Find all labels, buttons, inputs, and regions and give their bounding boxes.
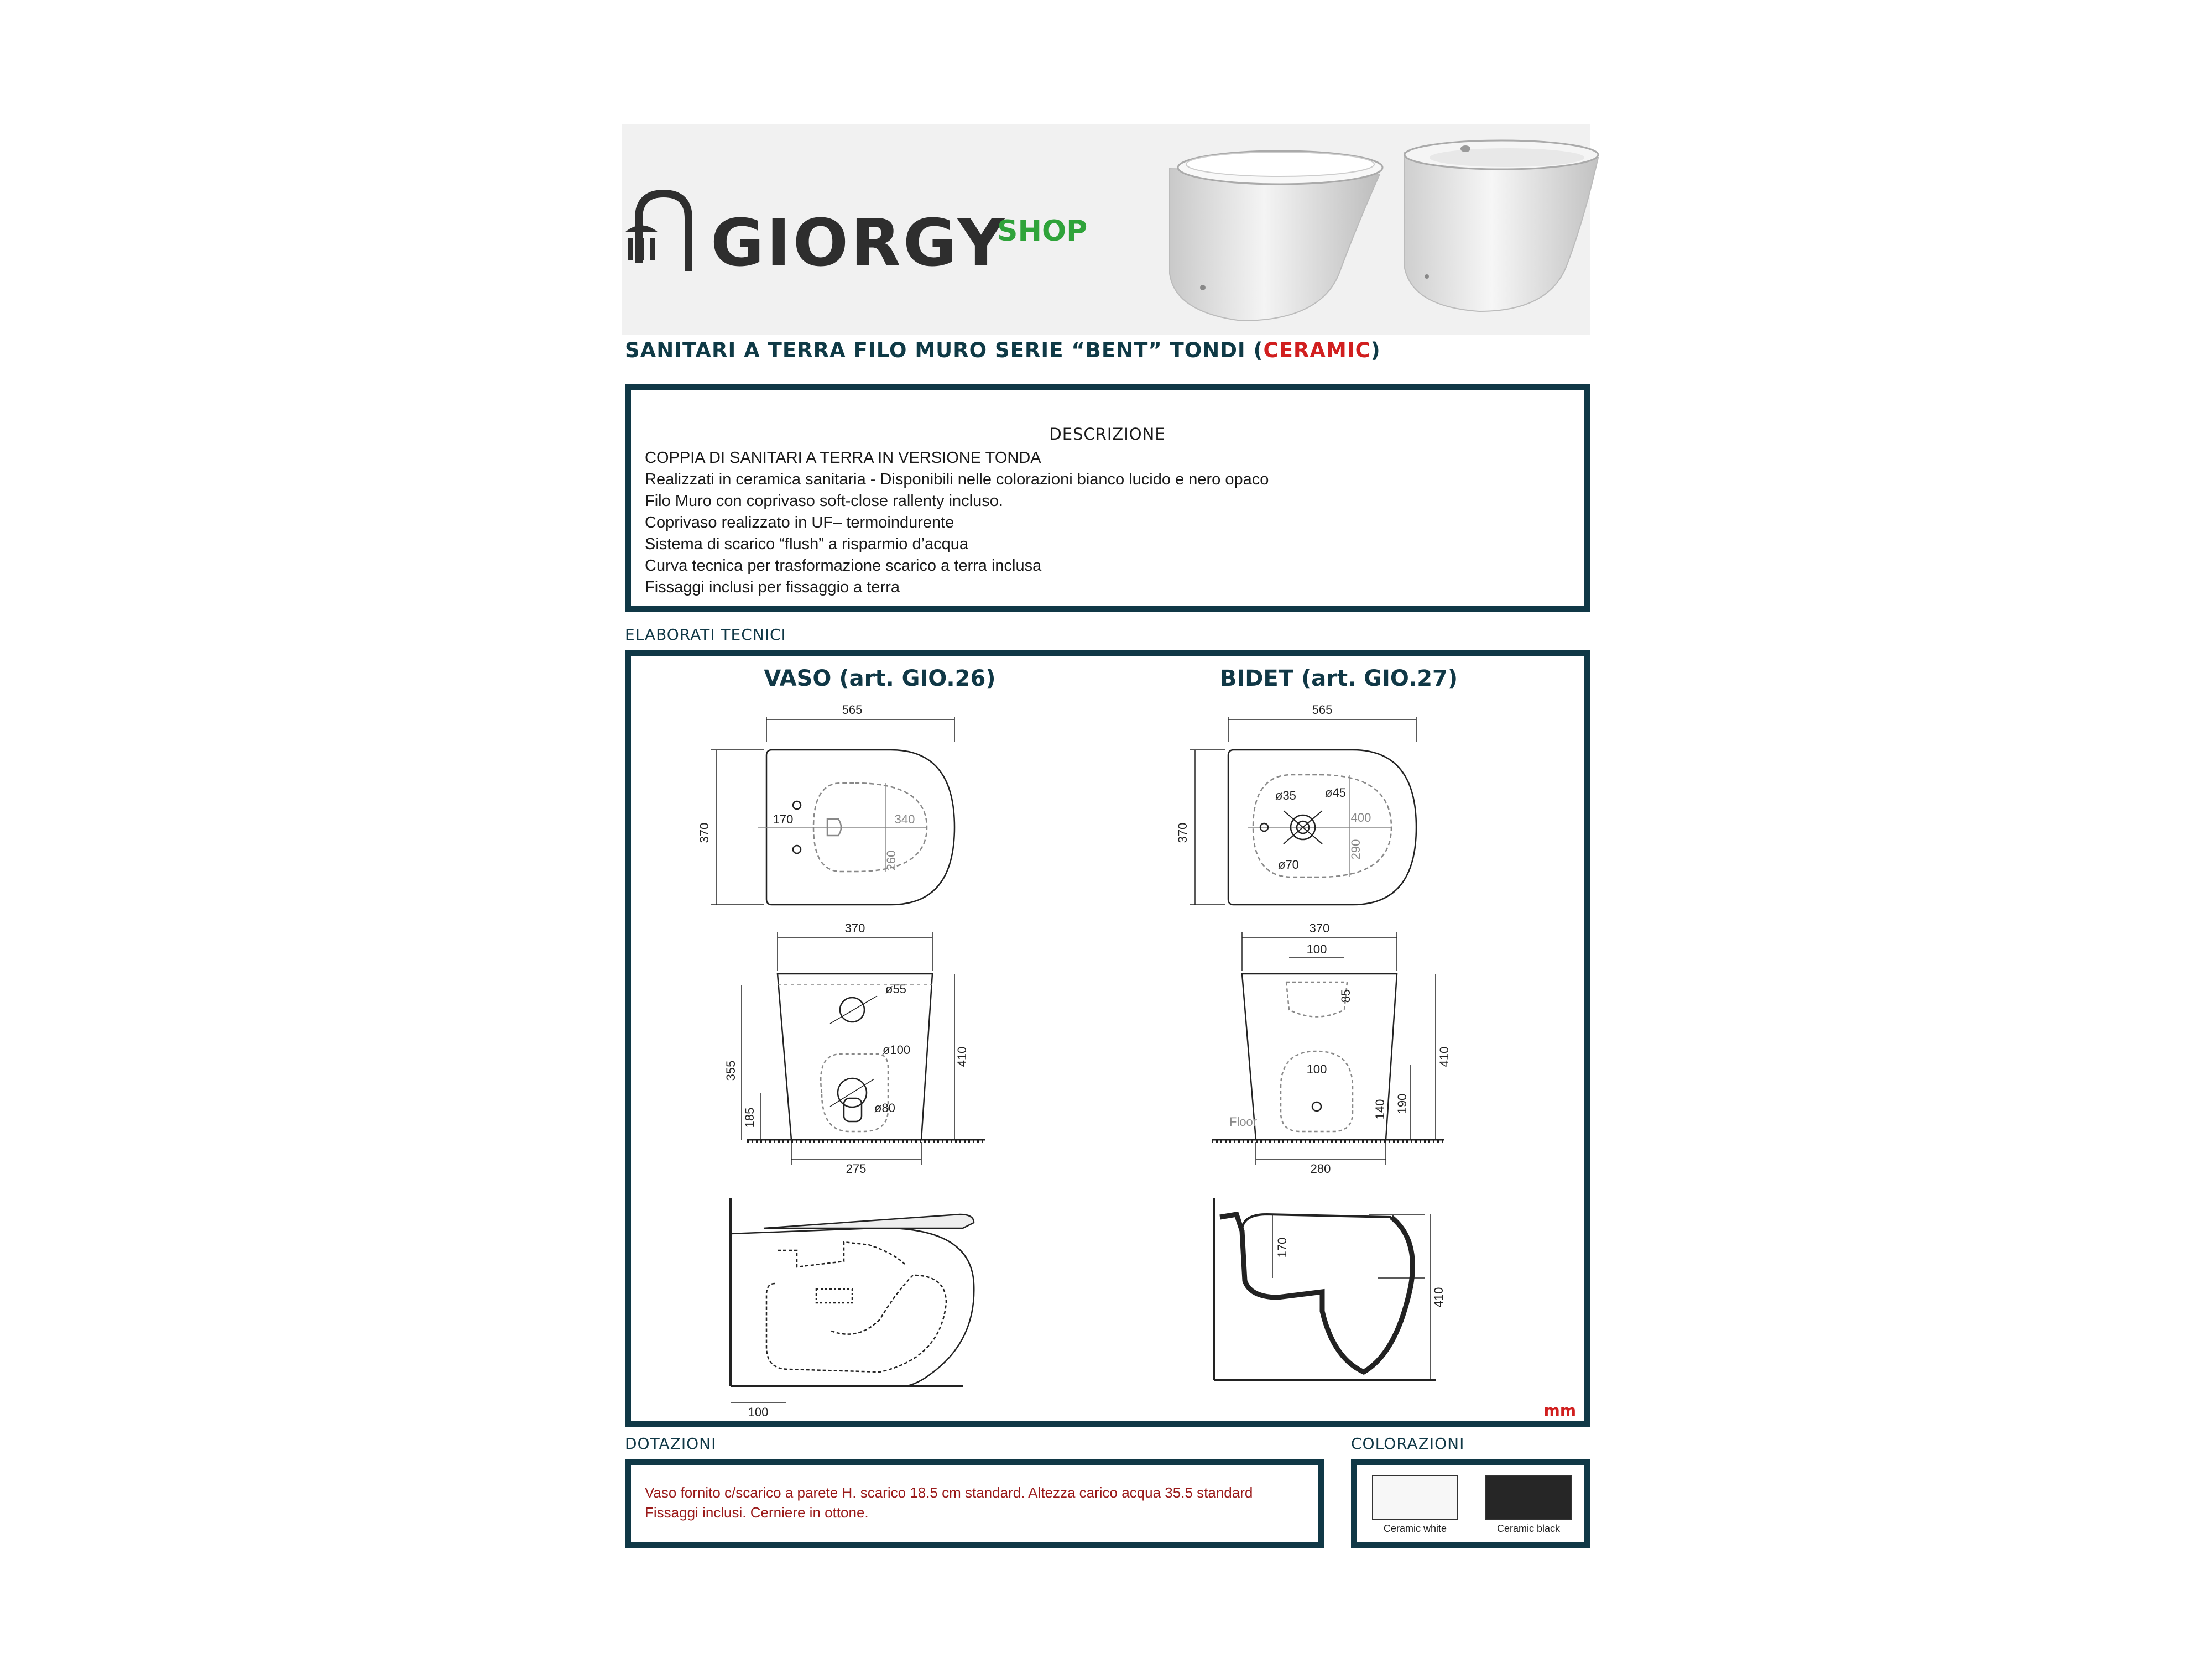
bidet-dim-base-width: 280 xyxy=(1310,1162,1331,1176)
brand-name: GIORGY xyxy=(711,205,1007,281)
vaso-dim-base-width: 275 xyxy=(846,1162,867,1176)
vaso-dim-top-width: 565 xyxy=(842,703,863,717)
equipment-line: Fissaggi inclusi. Cerniere in ottone. xyxy=(645,1504,869,1521)
colors-box xyxy=(1351,1459,1590,1548)
vaso-dim-hole-outlet: ø80 xyxy=(874,1101,895,1115)
vaso-dim-bowl-width: 260 xyxy=(884,850,898,871)
description-heading: DESCRIZIONE xyxy=(1049,425,1166,444)
swatch-white xyxy=(1372,1475,1458,1520)
description-line: COPPIA DI SANITARI A TERRA IN VERSIONE TONDA xyxy=(645,449,1041,467)
vaso-dim-hole-lower: ø100 xyxy=(883,1043,911,1057)
bidet-dim-top-width: 565 xyxy=(1312,703,1333,717)
vaso-dim-outlet-height: 185 xyxy=(743,1107,757,1128)
vaso-side-section xyxy=(731,1198,974,1402)
colors-label: COLORAZIONI xyxy=(1351,1434,1465,1453)
bidet-dim-top-height: 85 xyxy=(1339,989,1353,1003)
swatch-black-label: Ceramic black xyxy=(1496,1523,1561,1534)
toilet-photo xyxy=(1159,135,1391,332)
vaso-dim-front-width: 370 xyxy=(844,921,865,935)
vaso-title: VASO (art. GIO.26) xyxy=(764,666,996,691)
equipment-text xyxy=(645,1483,1253,1522)
bidet-title: BIDET (art. GIO.27) xyxy=(1219,666,1458,691)
title-accent: CERAMIC xyxy=(1263,338,1371,362)
vaso-dim-side-offset: 100 xyxy=(748,1405,769,1419)
equipment-label: DOTAZIONI xyxy=(625,1434,717,1453)
bidet-side-section xyxy=(1214,1198,1436,1380)
vaso-dim-inlet-height: 355 xyxy=(724,1060,738,1081)
title-main: SANITARI A TERRA FILO MURO SERIE “BENT” TONDI ( xyxy=(625,338,1264,362)
vaso-dim-seat-offset: 170 xyxy=(773,812,794,826)
description-line: Coprivaso realizzato in UF– termoindurente xyxy=(645,514,954,531)
bidet-photo xyxy=(1402,135,1612,324)
description-line: Filo Muro con coprivaso soft-close rallenty incluso. xyxy=(645,492,1003,510)
vaso-dim-bowl-length: 340 xyxy=(894,812,915,826)
bidet-dim-bowl-width: 290 xyxy=(1349,839,1363,860)
vaso-dim-hole-upper: ø55 xyxy=(885,982,906,996)
bidet-dim-side-height: 410 xyxy=(1432,1287,1446,1308)
technical-drawings-box xyxy=(625,650,1590,1427)
vaso-top-view xyxy=(711,717,954,905)
equipment-line: Vaso fornito c/scarico a parete H. scarico 18.5 cm standard. Altezza carico acqua 35.5 standard xyxy=(645,1484,1253,1501)
swatch-white-label: Ceramic white xyxy=(1383,1523,1447,1534)
bidet-dim-outlet-height: 190 xyxy=(1395,1093,1409,1114)
bidet-dim-rim-height: 170 xyxy=(1275,1237,1289,1258)
bidet-dim-top-gap: 100 xyxy=(1306,942,1327,956)
bidet-floor-label: Floor xyxy=(1229,1115,1258,1129)
brand-suffix: SHOP xyxy=(997,215,1088,248)
description-line: Fissaggi inclusi per fissaggio a terra xyxy=(645,578,900,596)
description-line: Realizzati in ceramica sanitaria - Disponibili nelle colorazioni bianco lucido e nero opaco xyxy=(645,471,1269,488)
description-box xyxy=(625,384,1590,612)
description-line: Sistema di scarico “flush” a risparmio d’acqua xyxy=(645,535,969,553)
description-list xyxy=(645,447,1269,598)
vaso-dim-top-depth: 370 xyxy=(697,822,711,843)
bidet-dim-fix-height: 140 xyxy=(1373,1099,1387,1120)
vaso-front-view xyxy=(742,932,985,1165)
bidet-dim-fix-spacing: 100 xyxy=(1306,1062,1327,1076)
bidet-dim-top-depth: 370 xyxy=(1176,822,1190,843)
title-end: ) xyxy=(1370,338,1381,362)
page-title xyxy=(625,338,1381,362)
equipment-box xyxy=(625,1459,1324,1548)
bidet-dim-total-height: 410 xyxy=(1437,1046,1451,1067)
swatch-black xyxy=(1485,1475,1572,1520)
technical-label: ELABORATI TECNICI xyxy=(625,625,786,644)
bidet-dim-hole-small: ø35 xyxy=(1275,789,1296,802)
description-line: Curva tecnica per trasformazione scarico a terra inclusa xyxy=(645,557,1042,575)
bidet-dim-hole-drain: ø70 xyxy=(1278,858,1299,872)
bidet-dim-bowl-length: 400 xyxy=(1350,811,1371,825)
bidet-dim-front-width: 370 xyxy=(1309,921,1330,935)
technical-drawings xyxy=(631,656,1584,1421)
unit-label: mm xyxy=(1543,1401,1576,1420)
shower-logo-icon xyxy=(625,180,702,279)
bidet-front-view xyxy=(1212,932,1444,1165)
bidet-dim-hole-tap: ø45 xyxy=(1325,786,1346,800)
bidet-top-view xyxy=(1190,717,1416,905)
vaso-dim-total-height: 410 xyxy=(955,1046,969,1067)
